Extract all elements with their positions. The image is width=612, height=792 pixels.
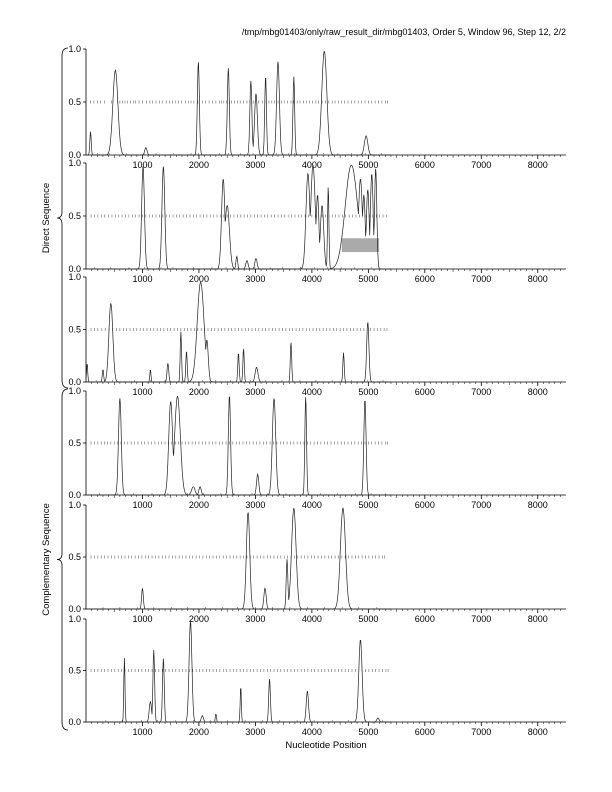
panel-frame-1	[68, 44, 566, 170]
x-tick-label: 3000	[245, 727, 266, 737]
x-tick-label: 4000	[301, 160, 322, 170]
direct-sequence-brace	[57, 48, 68, 388]
x-tick-label: 3000	[245, 160, 266, 170]
x-tick-label: 1000	[132, 274, 153, 284]
y-tick-label: 1.0	[68, 158, 81, 168]
y-tick-label: 1.0	[68, 44, 81, 54]
x-tick-label: 8000	[527, 500, 548, 510]
y-tick-label: 0.0	[68, 604, 81, 614]
x-tick-label: 1000	[132, 727, 153, 737]
x-tick-label: 6000	[414, 387, 435, 397]
y-tick-label: 0.5	[68, 97, 81, 107]
group-brackets	[41, 48, 68, 730]
x-tick-label: 6000	[414, 500, 435, 510]
x-tick-label: 4000	[301, 614, 322, 624]
x-tick-label: 4000	[301, 274, 322, 284]
x-tick-label: 1000	[132, 614, 153, 624]
y-tick-label: 0.0	[68, 490, 81, 500]
y-tick-label: 0.5	[68, 438, 81, 448]
x-tick-label: 2000	[188, 614, 209, 624]
complementary-sequence-label: Complementary Sequence	[41, 503, 52, 616]
panel-frame-5	[68, 500, 566, 624]
y-tick-label: 1.0	[68, 500, 81, 510]
x-tick-label: 8000	[527, 614, 548, 624]
y-tick-label: 1.0	[68, 386, 81, 396]
x-tick-label: 4000	[301, 387, 322, 397]
y-tick-label: 0.0	[68, 377, 81, 387]
x-tick-label: 1000	[132, 500, 153, 510]
probability-line	[86, 282, 391, 382]
x-tick-label: 6000	[414, 274, 435, 284]
x-tick-label: 6000	[414, 614, 435, 624]
y-tick-label: 0.5	[68, 324, 81, 335]
probability-line	[86, 508, 391, 609]
x-tick-label: 6000	[414, 160, 435, 170]
x-tick-label: 1000	[132, 387, 153, 397]
x-tick-label: 5000	[358, 727, 379, 737]
x-tick-label: 7000	[471, 387, 492, 397]
x-axis-title: Nucleotide Position	[285, 740, 367, 751]
x-tick-label: 8000	[527, 160, 548, 170]
y-tick-label: 0.0	[68, 150, 81, 160]
x-tick-label: 2000	[188, 500, 209, 510]
x-tick-label: 8000	[527, 387, 548, 397]
y-tick-label: 1.0	[68, 614, 81, 624]
panel-frame-6	[68, 614, 566, 737]
x-tick-label: 7000	[471, 614, 492, 624]
x-tick-label: 7000	[471, 500, 492, 510]
y-tick-label: 0.0	[68, 264, 81, 274]
complementary-sequence-brace	[57, 389, 68, 730]
x-tick-label: 8000	[527, 274, 548, 284]
y-tick-label: 1.0	[68, 272, 81, 282]
y-tick-label: 0.5	[68, 552, 81, 562]
header-text: /tmp/mbg01403/only/raw_result_dir/mbg01403, Order 5, Window 96, Step 12, 2/2	[241, 27, 566, 37]
x-tick-label: 4000	[301, 727, 322, 737]
x-tick-label: 7000	[471, 160, 492, 170]
panel-frame-4	[68, 386, 566, 510]
y-tick-label: 0.0	[68, 717, 81, 727]
x-tick-label: 5000	[358, 274, 379, 284]
probability-line	[86, 165, 391, 269]
x-tick-label: 7000	[471, 727, 492, 737]
x-tick-label: 3000	[245, 500, 266, 510]
x-tick-label: 3000	[245, 387, 266, 397]
x-tick-label: 2000	[188, 274, 209, 284]
probability-line	[86, 397, 391, 496]
x-tick-label: 2000	[188, 387, 209, 397]
plot-panels	[68, 44, 566, 737]
x-tick-label: 6000	[414, 727, 435, 737]
x-tick-label: 1000	[132, 160, 153, 170]
x-tick-label: 4000	[301, 500, 322, 510]
x-tick-label: 3000	[245, 614, 266, 624]
y-tick-label: 0.5	[68, 211, 81, 221]
x-tick-label: 5000	[358, 160, 379, 170]
x-tick-label: 3000	[245, 274, 266, 284]
x-tick-label: 5000	[358, 387, 379, 397]
x-tick-label: 7000	[471, 274, 492, 284]
x-tick-label: 8000	[527, 727, 548, 737]
x-tick-label: 5000	[358, 614, 379, 624]
x-tick-label: 5000	[358, 500, 379, 510]
x-tick-label: 2000	[188, 727, 209, 737]
highlight-region	[342, 238, 379, 252]
probability-line	[86, 52, 391, 156]
y-tick-label: 0.5	[68, 665, 81, 676]
panel-frame-2	[68, 158, 566, 284]
x-tick-label: 2000	[188, 160, 209, 170]
direct-sequence-label: Direct Sequence	[41, 182, 52, 254]
panel-frame-3	[68, 272, 566, 397]
